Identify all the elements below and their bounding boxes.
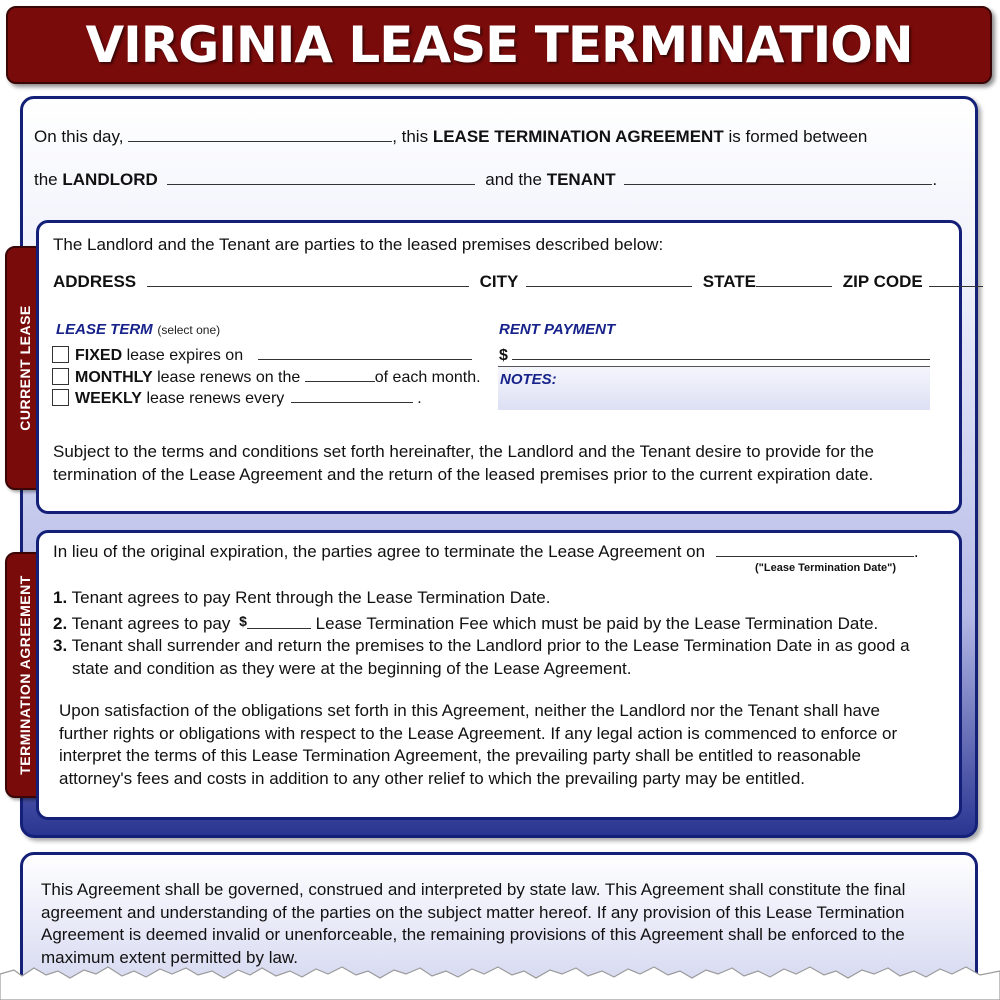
address-label: ADDRESS	[53, 272, 137, 291]
governing-law-paragraph	[41, 879, 905, 969]
state-label: STATE	[702, 272, 756, 291]
subject-line-1: Subject to the terms and conditions set forth hereinafter, the Landlord and the Tenant desire to provide for the	[53, 442, 874, 461]
intro-this: , this	[392, 127, 429, 146]
fixed-option-row	[52, 346, 472, 365]
zip-field[interactable]	[929, 273, 983, 287]
terms-list	[53, 587, 910, 680]
weekly-label: WEEKLY	[75, 390, 142, 407]
city-field[interactable]	[526, 273, 692, 287]
item-2-dollar-sign: $	[239, 612, 247, 629]
select-one-note: (select one)	[157, 323, 221, 337]
list-item	[53, 587, 910, 610]
intro-formed-between: is formed between	[728, 127, 868, 146]
agreement-date-field[interactable]	[128, 128, 392, 142]
intro-tenant: TENANT	[546, 170, 616, 189]
item-2-text-a: Tenant agrees to pay	[71, 613, 231, 633]
monthly-label: MONTHLY	[75, 369, 153, 386]
intro-and-the: and the	[485, 170, 542, 189]
upon-line-1: Upon satisfaction of the obligations set forth in this Agreement, neither the Landlord nor the Tenant shall have	[59, 701, 880, 720]
document-title: VIRGINIA LEASE TERMINATION	[85, 16, 913, 74]
parties-text: The Landlord and the Tenant are parties to the leased premises described below:	[53, 235, 664, 254]
state-field[interactable]	[756, 273, 832, 287]
fixed-expiry-field[interactable]	[258, 346, 472, 360]
current-lease-tab-label: CURRENT LEASE	[17, 305, 33, 431]
monthly-text-a: lease renews on the	[157, 369, 301, 386]
termination-date-field[interactable]	[716, 543, 914, 557]
monthly-checkbox[interactable]	[52, 368, 69, 385]
weekly-day-field[interactable]	[291, 389, 413, 403]
governing-line-4: maximum extent permitted by law.	[41, 947, 298, 967]
governing-line-3: Agreement is deemed invalid or unenforceable, the remaining provisions of this Agreement shall be enforced to the	[41, 925, 905, 944]
item-1-number: 1.	[53, 588, 68, 607]
item-2-text-b: Lease Termination Fee which must be paid by the Lease Termination Date.	[315, 613, 879, 633]
rent-dollar-sign: $	[499, 347, 508, 364]
item-3-text-line-1: Tenant shall surrender and return the premises to the Landlord prior to the Lease Termination Date in as good a	[71, 636, 910, 655]
intro-line-1	[34, 127, 867, 147]
tenant-name-field[interactable]	[624, 171, 932, 185]
city-label: CITY	[479, 272, 519, 291]
list-item	[53, 610, 910, 636]
intro-period: .	[932, 170, 938, 189]
lease-term-heading-row	[56, 319, 220, 339]
termination-fee-field[interactable]	[247, 615, 311, 629]
torn-paper-edge	[0, 962, 1000, 1000]
rent-payment-heading-row	[499, 319, 615, 339]
item-2-number: 2.	[53, 613, 68, 633]
notes-label: NOTES:	[500, 371, 557, 388]
address-row	[53, 272, 983, 292]
upon-satisfaction-paragraph	[59, 700, 897, 790]
subject-line-2: termination of the Lease Agreement and the return of the leased premises prior to the current expiration date.	[53, 464, 874, 484]
subject-paragraph	[53, 441, 874, 486]
in-lieu-period: .	[913, 542, 919, 561]
address-field[interactable]	[147, 273, 469, 287]
notes-field[interactable]	[498, 366, 930, 410]
item-3-text-line-2: state and condition as they were at the beginning of the Lease Agreement.	[72, 658, 632, 678]
weekly-text: lease renews every	[146, 390, 285, 407]
governing-line-1: This Agreement shall be governed, construed and interpreted by state law. This Agreement shall constitute the final	[41, 880, 906, 899]
upon-line-4: attorney's fees and costs in addition to any other relief to which the prevailing party may be entitled.	[59, 768, 805, 788]
item-1-text: Tenant agrees to pay Rent through the Lease Termination Date.	[71, 588, 551, 607]
monthly-option-row	[52, 368, 481, 387]
weekly-checkbox[interactable]	[52, 389, 69, 406]
item-3-number: 3.	[53, 636, 68, 655]
intro-on-this-day: On this day,	[34, 127, 124, 146]
rent-amount-field[interactable]	[512, 346, 930, 360]
governing-line-2: agreement and understanding of the parties on the subject matter hereof. If any provision of this Lease Termination	[41, 902, 905, 922]
lease-term-heading: LEASE TERM	[56, 321, 153, 338]
intro-agreement-name: LEASE TERMINATION AGREEMENT	[432, 127, 724, 146]
landlord-name-field[interactable]	[167, 171, 475, 185]
list-item	[53, 635, 910, 658]
rent-payment-heading: RENT PAYMENT	[499, 321, 616, 338]
fixed-text: lease expires on	[126, 347, 244, 364]
upon-line-3: interpret the terms of this Lease Termination Agreement, the prevailing party shall be entitled to reasonable	[59, 746, 861, 765]
zip-label: ZIP CODE	[842, 272, 923, 291]
weekly-option-row	[52, 389, 422, 408]
weekly-period: .	[417, 390, 422, 407]
fixed-label: FIXED	[75, 347, 123, 364]
fixed-checkbox[interactable]	[52, 346, 69, 363]
intro-line-2	[34, 170, 937, 190]
intro-the: the	[34, 170, 58, 189]
termination-agreement-tab-label: TERMINATION AGREEMENT	[17, 575, 33, 775]
in-lieu-row	[53, 542, 919, 562]
termination-date-caption: ("Lease Termination Date")	[755, 562, 897, 574]
monthly-day-field[interactable]	[305, 368, 375, 382]
title-banner	[6, 6, 992, 84]
rent-amount-row	[499, 346, 930, 365]
monthly-text-b: of each month.	[374, 369, 481, 386]
in-lieu-text: In lieu of the original expiration, the parties agree to terminate the Lease Agreement on	[53, 542, 706, 561]
intro-landlord: LANDLORD	[62, 170, 158, 189]
upon-line-2: further rights or obligations with respect to the Lease Agreement. If any legal action is commenced to enforce or	[59, 723, 898, 743]
